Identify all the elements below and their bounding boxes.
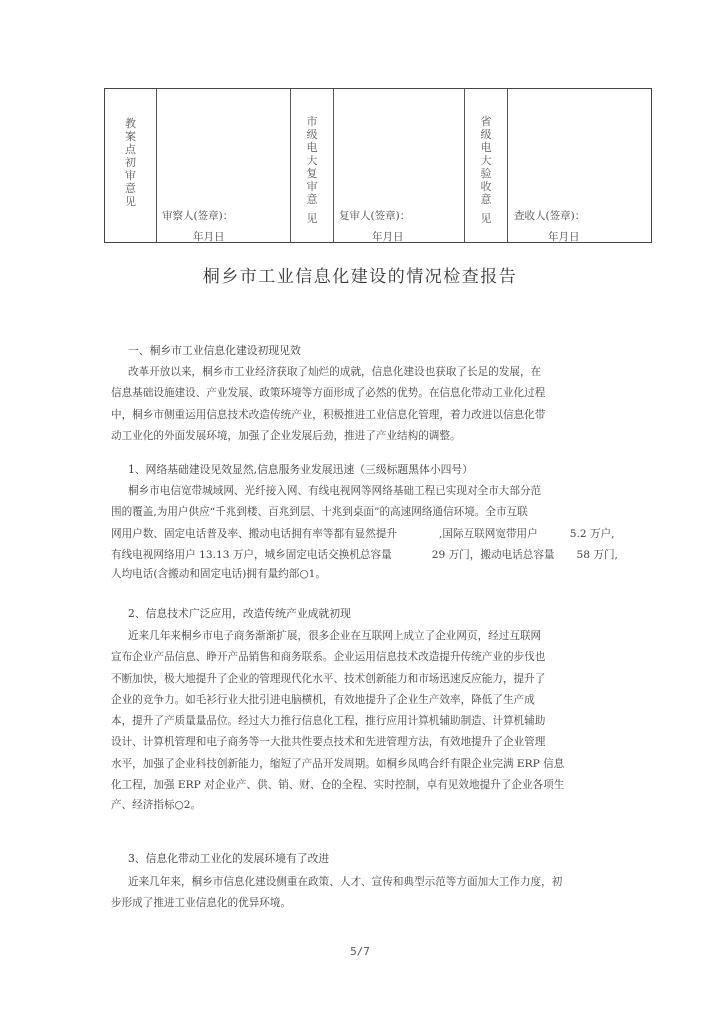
intro-line: 动工业化的外面发展环境，加强了企业发展后劲，推进了产业结构的调整。 (111, 429, 461, 442)
subsection-2-paragraph (111, 626, 631, 814)
stat-text: 有线电视网络用户 13.13 万户，城乡固定电话交换机总容量 (111, 548, 392, 561)
city-review-label-cell (290, 89, 333, 242)
paragraph-line: 本，提升了产质量量品位。经过大力推行信息化工程，推行应用计算机辅助制造、计算机辅助 (111, 715, 546, 728)
acceptance-date-label: 年月日 (548, 231, 580, 243)
paragraph-line: 产、经济指标○2。 (111, 799, 202, 812)
subsection-3-heading: 3、信息化带动工业化的发展环境有了改进 (128, 852, 330, 865)
paragraph-line: 人均电话(含搬动和固定电话)拥有量约部○1。 (111, 568, 326, 581)
paragraph-line (111, 545, 631, 566)
city-review-date-label: 年月日 (372, 231, 404, 243)
city-review-sign-cell (333, 89, 464, 242)
section-1-heading: 一、桐乡市工业信息化建设初现见效 (128, 344, 301, 357)
paragraph-line: 不断加快，极大地提升了企业的管理现代化水平、技术创新能力和市场迅速反应能力，提升了 (111, 672, 546, 685)
document-title: 桐乡市工业信息化建设的情况检查报告 (202, 267, 518, 287)
initial-reviewer-signature-label: 审察人(签章)： (162, 210, 234, 222)
initial-review-date-label: 年月日 (193, 231, 225, 243)
paragraph-line: 企业的竞争力。如毛衫行业大批引进电脑横机，有效地提升了企业生产效率，降低了生产成 (111, 693, 535, 706)
province-acceptance-label-cell (464, 89, 507, 242)
intro-line: 中，桐乡市侧重运用信息技术改造传统产业，积极推进工业信息化管理，着力改进以信息化带 (111, 408, 546, 421)
paragraph-line: 宣布企业产品信息、睁开产品销售和商务联系。企业运用信息技术改造提升传统产业的步伐也 (111, 651, 546, 664)
stat-text: ,国际互联网宽带用户 (439, 527, 538, 540)
intro-line: 改革开放以来，桐乡市工业经济获取了灿烂的成就，信息化建设也获取了长足的发展，在 (128, 366, 542, 378)
paragraph-line (111, 524, 631, 545)
broadband-users-value: 5.2 万户, (569, 527, 615, 540)
subsection-1-paragraph (111, 481, 631, 583)
stat-text: 网用户数、固定电话普及率、搬动电话拥有率等都有显然提升 (111, 527, 398, 540)
paragraph-line: 桐乡市电信宽带城域网、光纤接入网、有线电视网等网络基础工程已实现对全市大部分范 (128, 485, 542, 497)
city-review-label: 市 级 电 大 复 审 意 见 (306, 115, 318, 225)
paragraph-line: 近来几年来桐乡市电子商务渐渐扩展，很多企业在互联网上成立了企业网页，经过互联网 (128, 630, 542, 642)
paragraph-line: 步形成了推进工业信息化的优异环境。 (111, 897, 292, 910)
paragraph-line: 化工程，加强 ERP 对企业产、供、销、财、仓的全程、实时控制，卓有见效地提升了企业各项生 (111, 779, 565, 792)
acceptance-signature-label: 查收人(签章)： (514, 210, 586, 222)
initial-review-label: 教 案 点 初 审 意 见 (125, 117, 136, 208)
initial-review-sign-cell (156, 89, 290, 242)
province-acceptance-label: 省 级 电 大 验 收 意 见 (480, 115, 492, 225)
stat-text: 29 万门，搬动电话总容量 (431, 548, 555, 561)
subsection-3-paragraph (111, 872, 631, 915)
paragraph-line: 水平，加强了企业科技创新能力，缩短了产品开发周期。如桐乡凤鸣合纤有限企业完满 ERP 信息 (111, 757, 565, 770)
page-number: 5/7 (350, 945, 370, 958)
subsection-2-heading: 2、信息技术广泛应用，改造传统产业成就初现 (128, 607, 351, 620)
initial-review-label-cell (105, 89, 156, 242)
city-reviewer-signature-label: 复审人(签章)： (339, 210, 411, 222)
province-acceptance-sign-cell (507, 89, 653, 242)
review-approval-table (104, 88, 652, 243)
intro-line: 信息基础设施建设、产业发展、政策环境等方面形成了必然的优势。在信息化带动工业化过程 (111, 387, 546, 400)
paragraph-line: 近来几年来，桐乡市信息化建设侧重在政策、人才、宣传和典型示范等方面加大工作力度，初 (128, 876, 563, 888)
subsection-1-heading: 1、网络基础建设见效显然,信息服务业发展迅速（三级标题黑体小四号） (128, 463, 474, 476)
intro-paragraph (111, 362, 631, 447)
paragraph-line: 围的覆盖,为用户供应“千兆到楼、百兆到层、十兆到桌面”的高速网络通信环境。全市互联 (111, 506, 528, 519)
mobile-capacity-value: 58 万门, (576, 548, 618, 561)
paragraph-line: 设计、计算机管理和电子商务等一大批共性要点技术和先进管理方法，有效地提升了企业管理 (111, 736, 546, 749)
